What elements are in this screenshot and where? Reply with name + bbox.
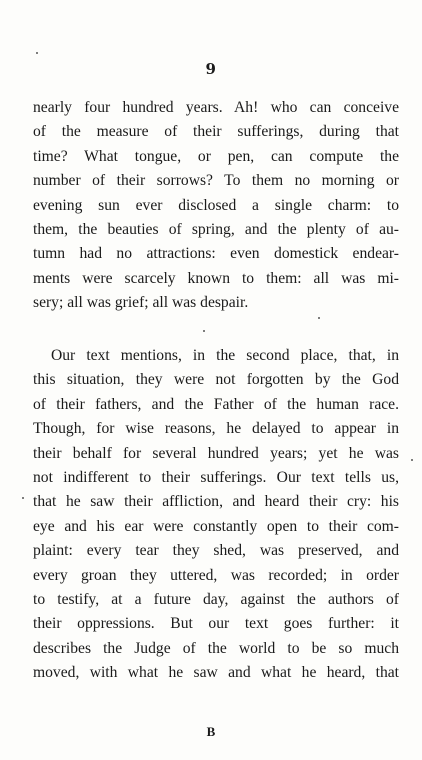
text-line: time? What tongue, or pen, can compute the <box>33 147 399 165</box>
text-line: sery; all was grief; all was despair. <box>33 294 249 312</box>
text-line: describes the Judge of the world to be so much <box>33 639 399 657</box>
print-speck <box>203 330 205 332</box>
text-line: tumn had no attractions: even domestick endear- <box>33 245 399 263</box>
paragraph-1 <box>33 96 399 316</box>
text-line: their oppressions. But our text goes further: it <box>33 615 399 633</box>
text-line: every groan they uttered, was recorded; in order <box>33 566 399 584</box>
print-speck <box>36 52 38 54</box>
text-line: of their fathers, and the Father of the human race. <box>33 395 399 413</box>
text-line: eye and his ear were constantly open to their com- <box>33 517 399 535</box>
text-line: Our text mentions, in the second place, that, in <box>51 347 399 364</box>
text-line: of the measure of their sufferings, during that <box>33 123 399 141</box>
text-line: their behalf for several hundred years; yet he was <box>33 444 399 462</box>
text-line: evening sun ever disclosed a single charm: to <box>33 196 399 214</box>
signature-mark: B <box>206 724 216 739</box>
paragraph-2 <box>33 344 399 685</box>
text-line: this situation, they were not forgotten by the God <box>33 371 399 389</box>
text-line: number of their sorrows? To them no morning or <box>33 172 399 190</box>
text-line: ments were scarcely known to them: all was mi- <box>33 269 399 287</box>
text-line: Though, for wise reasons, he delayed to appear in <box>33 420 399 438</box>
page-number: 9 <box>205 60 217 78</box>
text-line: them, the beauties of spring, and the plenty of au- <box>33 220 399 238</box>
print-speck <box>22 497 24 499</box>
text-line: to testify, at a future day, against the authors of <box>33 590 399 608</box>
text-line: not indifferent to their sufferings. Our text tells us, <box>33 468 399 486</box>
print-speck <box>411 459 413 461</box>
text-line: nearly four hundred years. Ah! who can conceive <box>33 99 399 116</box>
text-line: plaint: every tear they shed, was preserved, and <box>33 542 399 560</box>
text-line: that he saw their affliction, and heard their cry: his <box>33 493 399 511</box>
print-speck <box>318 317 320 319</box>
text-line: moved, with what he saw and what he heard, that <box>33 664 399 682</box>
